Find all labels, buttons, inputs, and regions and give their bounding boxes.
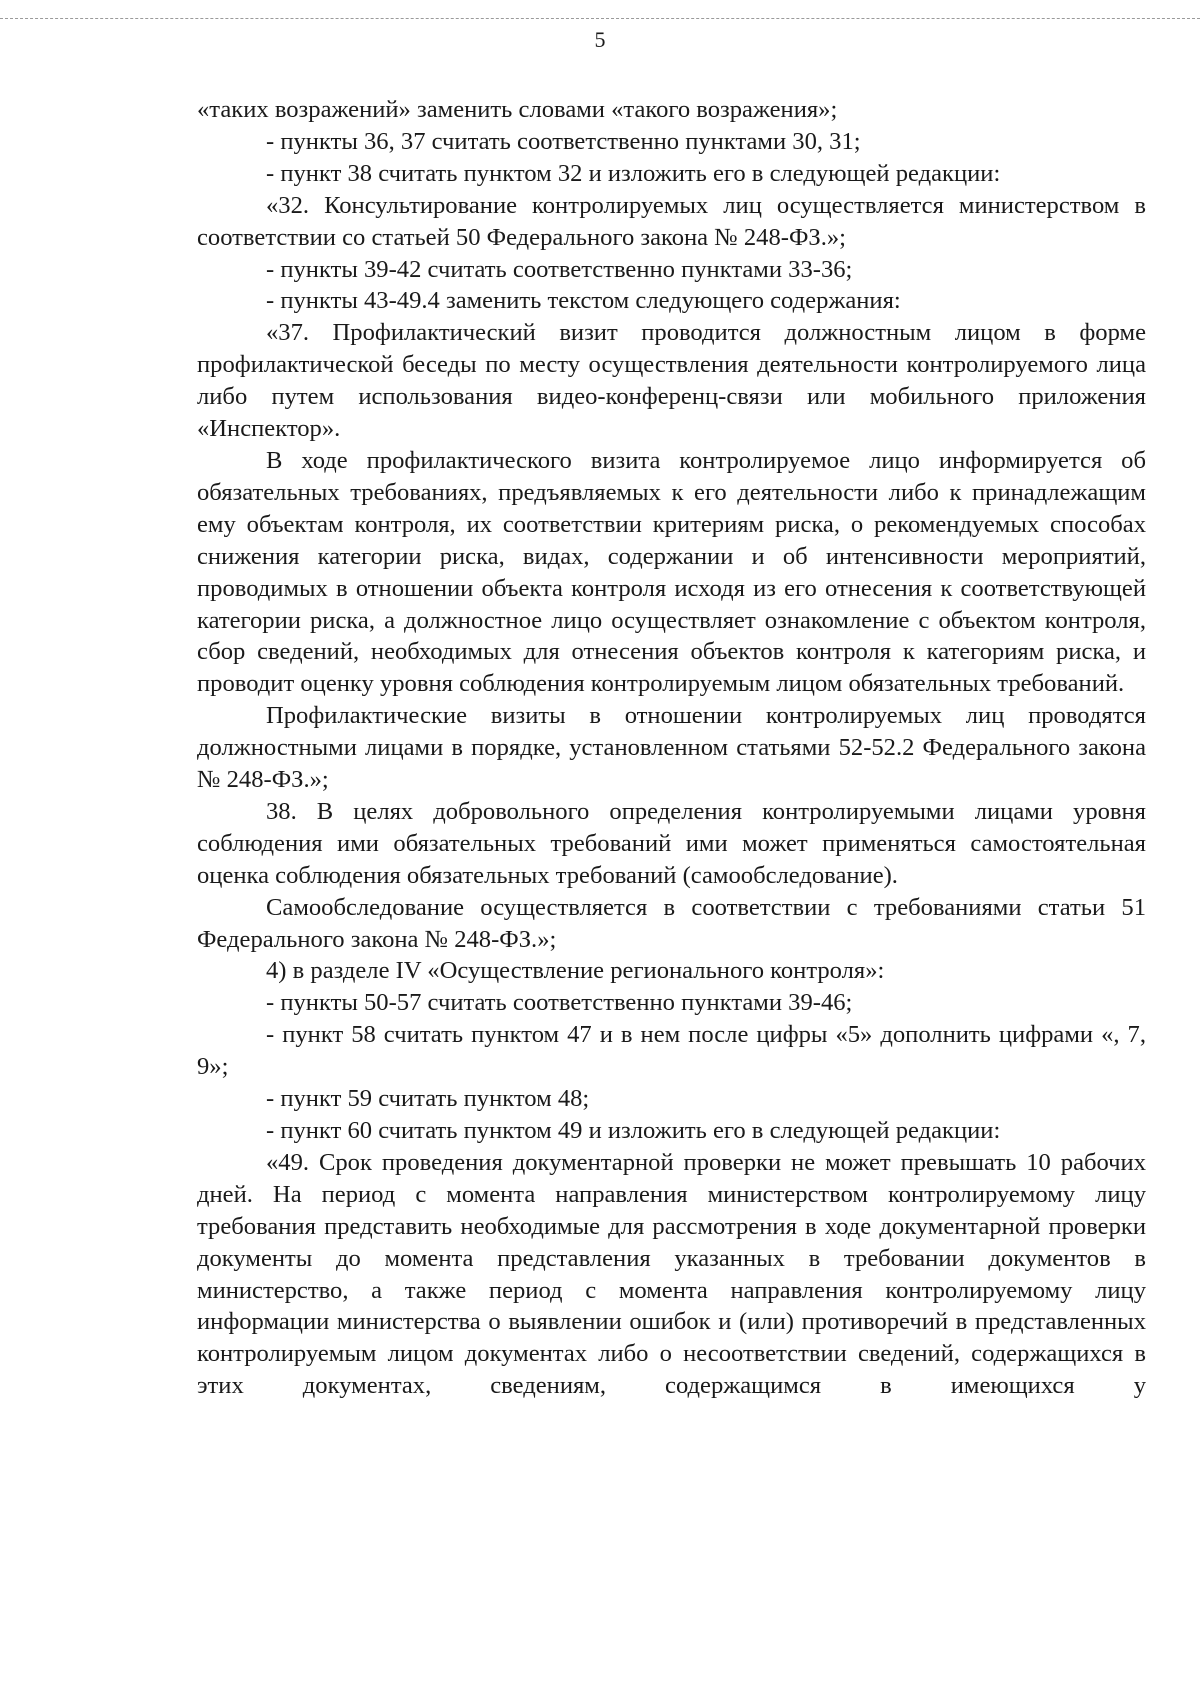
paragraph-point-37: «37. Профилактический визит проводится должностным лицом в форме профилактической беседы по месту осуществления деятельности контролируемого лица либо путем использования видео-конференц-связи или мобильного приложения «Инспектор». [197, 319, 1146, 443]
paragraph-item-36-37: - пункты 36, 37 считать соответственно пунктами 30, 31; [266, 127, 861, 155]
paragraph-item-38: - пункт 38 считать пунктом 32 и изложить его в следующей редакции: [266, 159, 1001, 187]
paragraph-point-49: «49. Срок проведения документарной проверки не может превышать 10 рабочих дней. На период с момента направления министерством контролируемому лицу требования представить необходимые для рассмотрения в ходе документарной проверки документы до момента представления указанных в требовании документов в министерство, а также период с момента направления контролируемому лицу информации министерства о выявлении ошибок и (или) противоречий в представленных контролируемым лицом документах либо о несоответствии сведений, содержащихся в этих документах, сведениям, содержащимся в имеющихся у [197, 1148, 1146, 1400]
paragraph-item-50-57: - пункты 50-57 считать соответственно пунктами 39-46; [266, 989, 853, 1017]
paragraph-self-assessment: Самообследование осуществляется в соответствии с требованиями статьи 51 Федерального закона № 248-ФЗ.»; [197, 893, 1146, 953]
paragraph-item-59: - пункт 59 считать пунктом 48; [266, 1085, 590, 1113]
paragraph-item-60: - пункт 60 считать пунктом 49 и изложить его в следующей редакции: [266, 1117, 1001, 1144]
paragraph-item-39-42: - пункты 39-42 считать соответственно пунктами 33-36; [266, 255, 853, 283]
paragraph-point-38: 38. В целях добровольного определения контролируемыми лицами уровня соблюдения ими обязательных требований ими может применяться самостоятельная оценка соблюдения обязательных требований (самообследование). [197, 797, 1146, 889]
paragraph-visit-info: В ходе профилактического визита контролируемое лицо информируется об обязательных требованиях, предъявляемых к его деятельности либо к принадлежащим ему объектам контроля, их соответствии критериям риска, о рекомендуемых способах снижения категории риска, видах, содержании и об интенсивности мероприятий, проводимых в отношении объекта контроля исходя из его отнесения к соответствующей категории риска, а должностное лицо осуществляет ознакомление с объектом контроля, сбор сведений, необходимых для отнесения объектов контроля к категориям риска, и проводит оценку уровня соблюдения контролируемым лицом обязательных требований. [197, 446, 1146, 698]
paragraph-section-4: 4) в разделе IV «Осуществление регионального контроля»: [266, 957, 885, 985]
scan-top-edge [0, 18, 1200, 19]
paragraph-item-58: - пункт 58 считать пунктом 47 и в нем после цифры «5» дополнить цифрами «, 7, 9»; [197, 1021, 1146, 1081]
paragraph-point-32: «32. Консультирование контролируемых лиц осуществляется министерством в соответствии со статьей 50 Федерального закона № 248-ФЗ.»; [197, 191, 1146, 251]
paragraph-continuation: «таких возражений» заменить словами «такого возражения»; [197, 96, 838, 123]
page-number: 5 [594, 27, 606, 52]
document-body [197, 94, 1146, 1402]
paragraph-item-43-49: - пункты 43-49.4 заменить текстом следующего содержания: [266, 287, 901, 315]
paragraph-visit-order: Профилактические визиты в отношении контролируемых лиц проводятся должностными лицами в порядке, установленном статьями 52-52.2 Федерального закона № 248-ФЗ.»; [197, 702, 1146, 794]
